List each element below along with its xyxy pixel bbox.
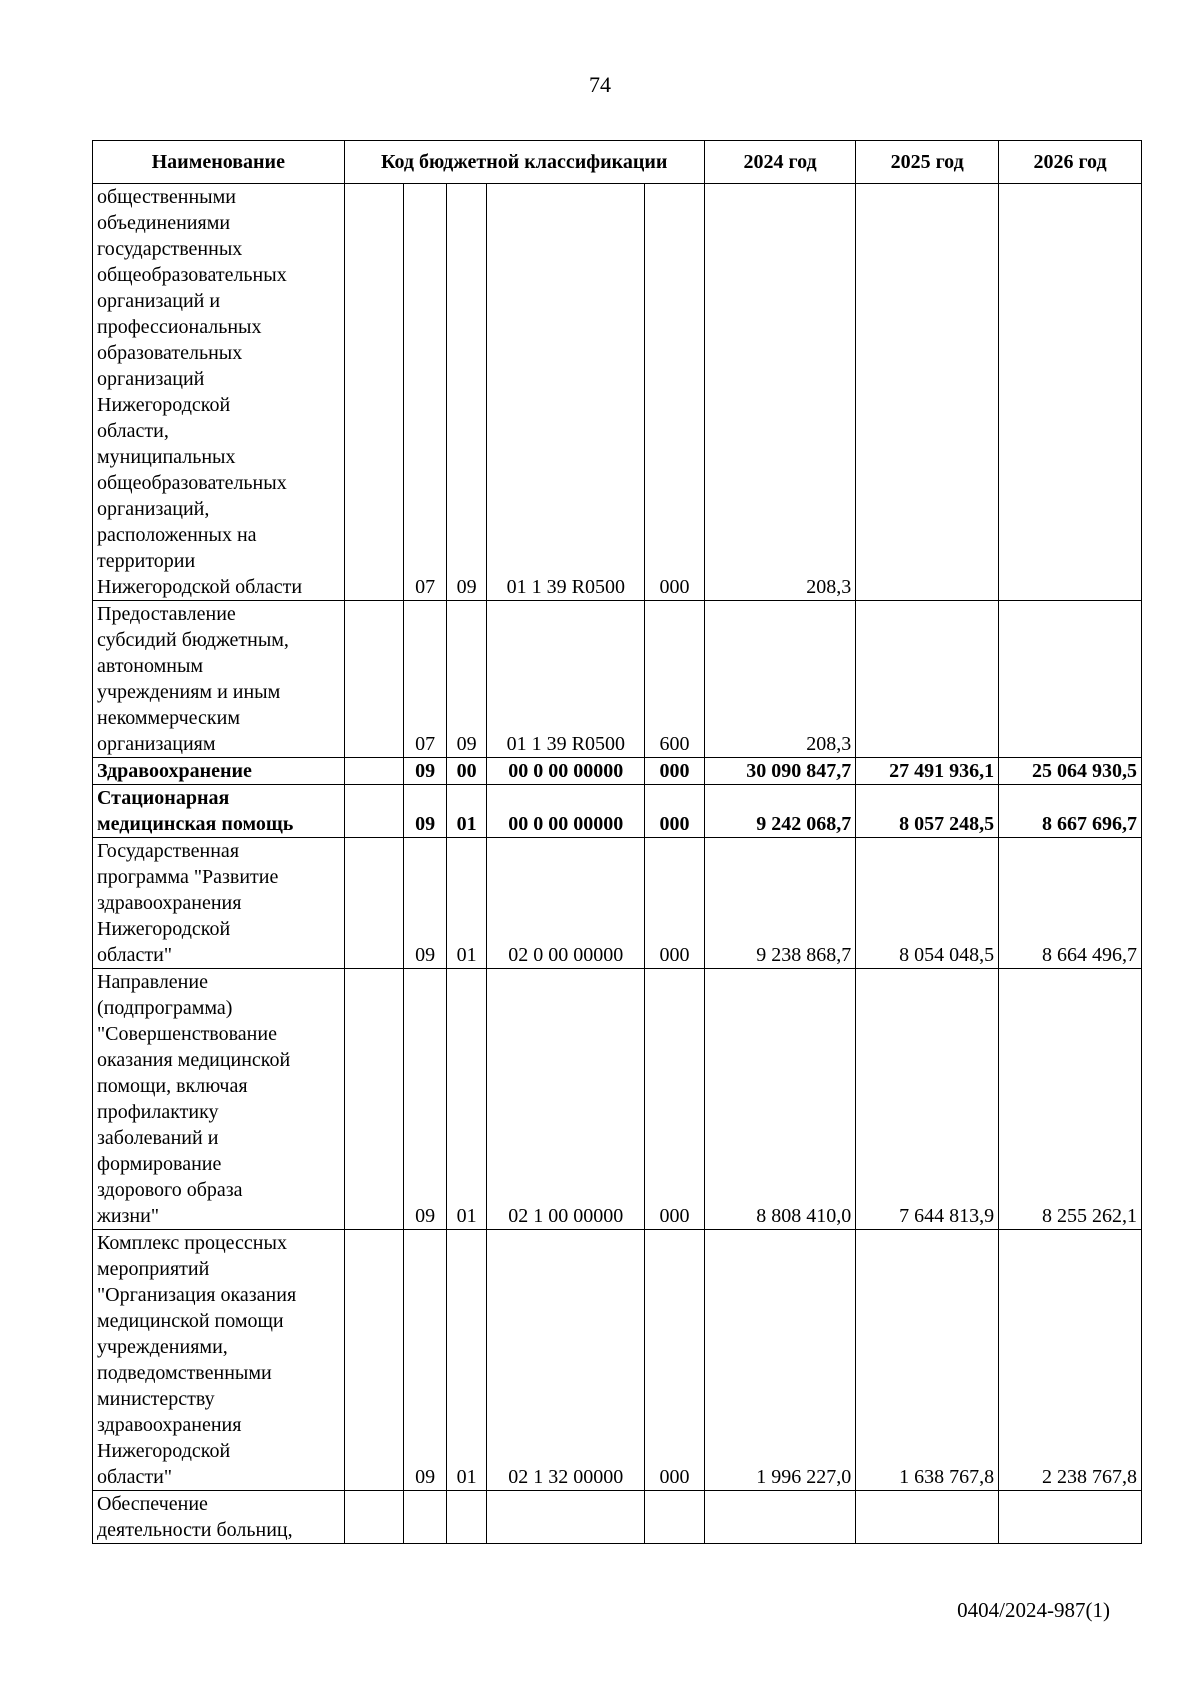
cell-2025: 7 644 813,9: [856, 969, 999, 1230]
cell-2025: [856, 184, 999, 601]
cell-2026: 2 238 767,8: [999, 1230, 1142, 1491]
cell-spacer: [344, 758, 404, 785]
cell-name: общественными объединениями государственных общеобразовательных организаций и профессиональных образовательных организаций Нижегородской области, муниципальных общеобразовательных организаций, расположенных на территории Нижегородской области: [93, 184, 345, 601]
cell-spacer: [344, 184, 404, 601]
cell-spacer: [344, 969, 404, 1230]
cell-subsection: 01: [446, 785, 487, 838]
cell-expense-type: 000: [645, 969, 705, 1230]
cell-section: 09: [404, 785, 447, 838]
cell-2024: 9 238 868,7: [704, 838, 855, 969]
table-row: [93, 184, 1142, 601]
cell-subsection: 09: [446, 601, 487, 758]
table-row: [93, 1230, 1142, 1491]
cell-2025: 27 491 936,1: [856, 758, 999, 785]
cell-name: Комплекс процессных мероприятий "Организация оказания медицинской помощи учреждениями, подведомственными министерству здравоохранения Нижегородской области": [93, 1230, 345, 1491]
table-header-row: [93, 141, 1142, 184]
cell-subsection: [446, 1491, 487, 1544]
cell-2024: 30 090 847,7: [704, 758, 855, 785]
cell-2026: 8 255 262,1: [999, 969, 1142, 1230]
cell-section: 09: [404, 1230, 447, 1491]
cell-expense-type: 000: [645, 838, 705, 969]
cell-target-code: 00 0 00 00000: [487, 785, 645, 838]
table-row: [93, 785, 1142, 838]
page-number: 74: [589, 72, 611, 97]
cell-2024: 208,3: [704, 184, 855, 601]
table-row: [93, 1491, 1142, 1544]
header-2025: 2025 год: [856, 141, 999, 184]
cell-spacer: [344, 1491, 404, 1544]
cell-2026: 8 667 696,7: [999, 785, 1142, 838]
table-row: [93, 758, 1142, 785]
cell-spacer: [344, 785, 404, 838]
cell-name: Государственная программа "Развитие здравоохранения Нижегородской области": [93, 838, 345, 969]
header-code: Код бюджетной классификации: [344, 141, 704, 184]
cell-subsection: 09: [446, 184, 487, 601]
cell-target-code: 01 1 39 R0500: [487, 601, 645, 758]
header-2026: 2026 год: [999, 141, 1142, 184]
cell-2025: 8 057 248,5: [856, 785, 999, 838]
cell-expense-type: 600: [645, 601, 705, 758]
cell-expense-type: 000: [645, 1230, 705, 1491]
cell-subsection: 01: [446, 969, 487, 1230]
cell-2024: 208,3: [704, 601, 855, 758]
cell-2024: 9 242 068,7: [704, 785, 855, 838]
cell-expense-type: 000: [645, 758, 705, 785]
cell-expense-type: 000: [645, 184, 705, 601]
header-2024: 2024 год: [704, 141, 855, 184]
cell-2026: [999, 601, 1142, 758]
cell-target-code: 00 0 00 00000: [487, 758, 645, 785]
cell-2025: 8 054 048,5: [856, 838, 999, 969]
cell-subsection: 01: [446, 838, 487, 969]
cell-name: Предоставление субсидий бюджетным, автономным учреждениям и иным некоммерческим организациям: [93, 601, 345, 758]
document-reference: 0404/2024-987(1): [957, 1598, 1110, 1622]
cell-expense-type: 000: [645, 785, 705, 838]
cell-section: 09: [404, 838, 447, 969]
header-name: Наименование: [93, 141, 345, 184]
cell-subsection: 00: [446, 758, 487, 785]
cell-name: Обеспечение деятельности больниц,: [93, 1491, 345, 1544]
table-body: [93, 184, 1142, 1544]
table-row: [93, 969, 1142, 1230]
cell-2024: 8 808 410,0: [704, 969, 855, 1230]
cell-target-code: 02 1 00 00000: [487, 969, 645, 1230]
cell-expense-type: [645, 1491, 705, 1544]
cell-section: 07: [404, 601, 447, 758]
cell-2024: 1 996 227,0: [704, 1230, 855, 1491]
cell-target-code: 02 0 00 00000: [487, 838, 645, 969]
table-row: [93, 838, 1142, 969]
cell-section: 09: [404, 969, 447, 1230]
cell-2026: 25 064 930,5: [999, 758, 1142, 785]
cell-section: [404, 1491, 447, 1544]
cell-name: Направление (подпрограмма) "Совершенствование оказания медицинской помощи, включая профилактику заболеваний и формирование здорового образа жизни": [93, 969, 345, 1230]
cell-target-code: [487, 1491, 645, 1544]
table-row: [93, 601, 1142, 758]
budget-table: [92, 140, 1142, 1544]
cell-2025: [856, 1491, 999, 1544]
cell-2025: [856, 601, 999, 758]
cell-2026: 8 664 496,7: [999, 838, 1142, 969]
cell-section: 07: [404, 184, 447, 601]
cell-2026: [999, 1491, 1142, 1544]
cell-spacer: [344, 1230, 404, 1491]
cell-target-code: 02 1 32 00000: [487, 1230, 645, 1491]
cell-target-code: 01 1 39 R0500: [487, 184, 645, 601]
cell-name: Стационарная медицинская помощь: [93, 785, 345, 838]
cell-2024: [704, 1491, 855, 1544]
cell-spacer: [344, 838, 404, 969]
cell-spacer: [344, 601, 404, 758]
cell-name: Здравоохранение: [93, 758, 345, 785]
cell-2025: 1 638 767,8: [856, 1230, 999, 1491]
cell-subsection: 01: [446, 1230, 487, 1491]
cell-2026: [999, 184, 1142, 601]
cell-section: 09: [404, 758, 447, 785]
